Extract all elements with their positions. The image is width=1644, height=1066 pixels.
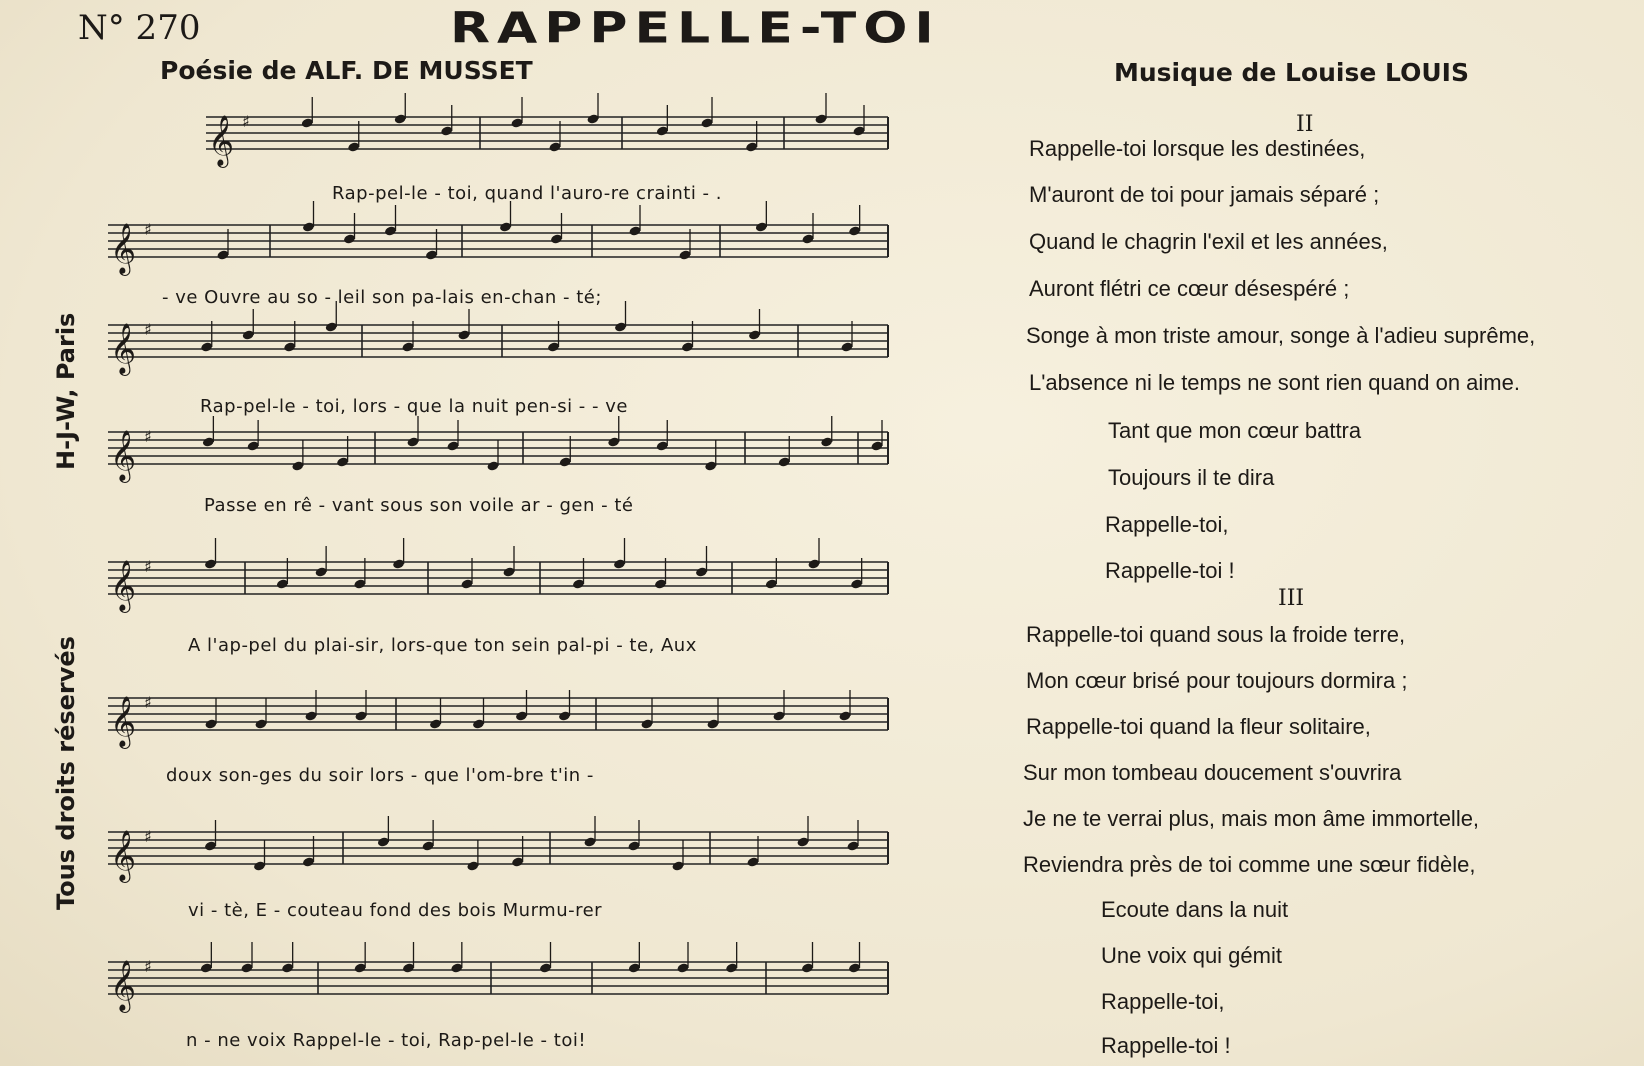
- refrain-2-line: Rappelle-toi !: [1105, 558, 1235, 583]
- refrain-2-line: Tant que mon cœur battra: [1108, 418, 1362, 443]
- staff: [108, 201, 888, 276]
- staff: [108, 816, 888, 883]
- song-title: RAPPELLE-TOI: [450, 4, 941, 54]
- lyric-line-8: n - ne voix Rappel-le - toi, Rap-pel-le - toi!: [186, 1030, 587, 1051]
- lyric-line-2: - ve Ouvre au so - leil son pa-lais en-chan - té;: [162, 287, 602, 308]
- treble-clef-icon: 𝄞: [110, 696, 137, 747]
- key-sharp-icon: ♯: [242, 112, 250, 131]
- lyric-line-4: Passe en rê - vant sous son voile ar - gen - té: [204, 495, 634, 516]
- refrain-3-line: Ecoute dans la nuit: [1101, 897, 1289, 922]
- verse-3-numeral: III: [1278, 586, 1305, 611]
- treble-clef-icon: 𝄞: [110, 223, 137, 274]
- lyric-line-6: doux son-ges du soir lors - que l'om-bre t'in -: [166, 765, 594, 786]
- treble-clef-icon: 𝄞: [110, 430, 137, 481]
- rights-notice: Tous droits réservés: [52, 636, 80, 910]
- treble-clef-icon: 𝄞: [110, 830, 137, 881]
- staff: [108, 690, 888, 749]
- verse-3-line: Rappelle-toi quand la fleur solitaire,: [1026, 714, 1371, 739]
- lyric-line-1: Rap-pel-le - toi, quand l'auro-re crainti - .: [332, 183, 722, 204]
- key-sharp-icon: ♯: [144, 320, 152, 339]
- verse-3-line: Rappelle-toi quand sous la froide terre,: [1026, 622, 1406, 647]
- refrain-2-line: Toujours il te dira: [1108, 465, 1275, 490]
- treble-clef-icon: 𝄞: [208, 115, 235, 166]
- refrain-2-line: Rappelle-toi,: [1105, 512, 1229, 537]
- treble-clef-icon: 𝄞: [110, 960, 137, 1011]
- verse-2-line: Quand le chagrin l'exil et les années,: [1029, 229, 1388, 254]
- publisher-mark: H-J-W, Paris: [52, 312, 80, 470]
- verse-3-line: Reviendra près de toi comme une sœur fidèle,: [1023, 852, 1476, 877]
- staff: [108, 301, 888, 376]
- key-sharp-icon: ♯: [144, 827, 152, 846]
- key-sharp-icon: ♯: [144, 957, 152, 976]
- refrain-3-line: Rappelle-toi,: [1101, 989, 1225, 1014]
- composer-credit: Musique de Louise LOUIS: [1114, 58, 1469, 87]
- lyric-line-3: Rap-pel-le - toi, lors - que la nuit pen-si - - ve: [200, 396, 628, 417]
- poet-credit: Poésie de ALF. DE MUSSET: [160, 56, 533, 85]
- verse-3-line: Je ne te verrai plus, mais mon âme immortelle,: [1023, 806, 1480, 831]
- verse-3-line: Mon cœur brisé pour toujours dormira ;: [1026, 668, 1408, 693]
- treble-clef-icon: 𝄞: [110, 560, 137, 611]
- key-sharp-icon: ♯: [144, 557, 152, 576]
- staff: [108, 538, 888, 613]
- verse-2-line: L'absence ni le temps ne sont rien quand on aime.: [1029, 370, 1520, 395]
- refrain-3-line: Rappelle-toi !: [1101, 1033, 1231, 1058]
- verse-2-line: Songe à mon triste amour, songe à l'adieu suprême,: [1026, 323, 1536, 348]
- lyric-line-7: vi - tè, E - couteau fond des bois Murmu-rer: [188, 900, 603, 921]
- staff: [206, 93, 888, 168]
- verse-2-line: Auront flétri ce cœur désespéré ;: [1029, 276, 1350, 301]
- key-sharp-icon: ♯: [144, 693, 152, 712]
- staff: [108, 416, 888, 483]
- treble-clef-icon: 𝄞: [110, 323, 137, 374]
- verse-2-line: Rappelle-toi lorsque les destinées,: [1029, 136, 1366, 161]
- lyric-line-5: A l'ap-pel du plai-sir, lors-que ton sein pal-pi - te, Aux: [188, 635, 697, 656]
- verse-3-line: Sur mon tombeau doucement s'ouvrira: [1023, 760, 1402, 785]
- key-sharp-icon: ♯: [144, 220, 152, 239]
- refrain-3-line: Une voix qui gémit: [1101, 943, 1282, 968]
- card-number: N° 270: [78, 8, 201, 48]
- verse-2-numeral: II: [1296, 112, 1314, 137]
- verse-2-line: M'auront de toi pour jamais séparé ;: [1029, 182, 1380, 207]
- key-sharp-icon: ♯: [144, 427, 152, 446]
- staff: [108, 942, 888, 1013]
